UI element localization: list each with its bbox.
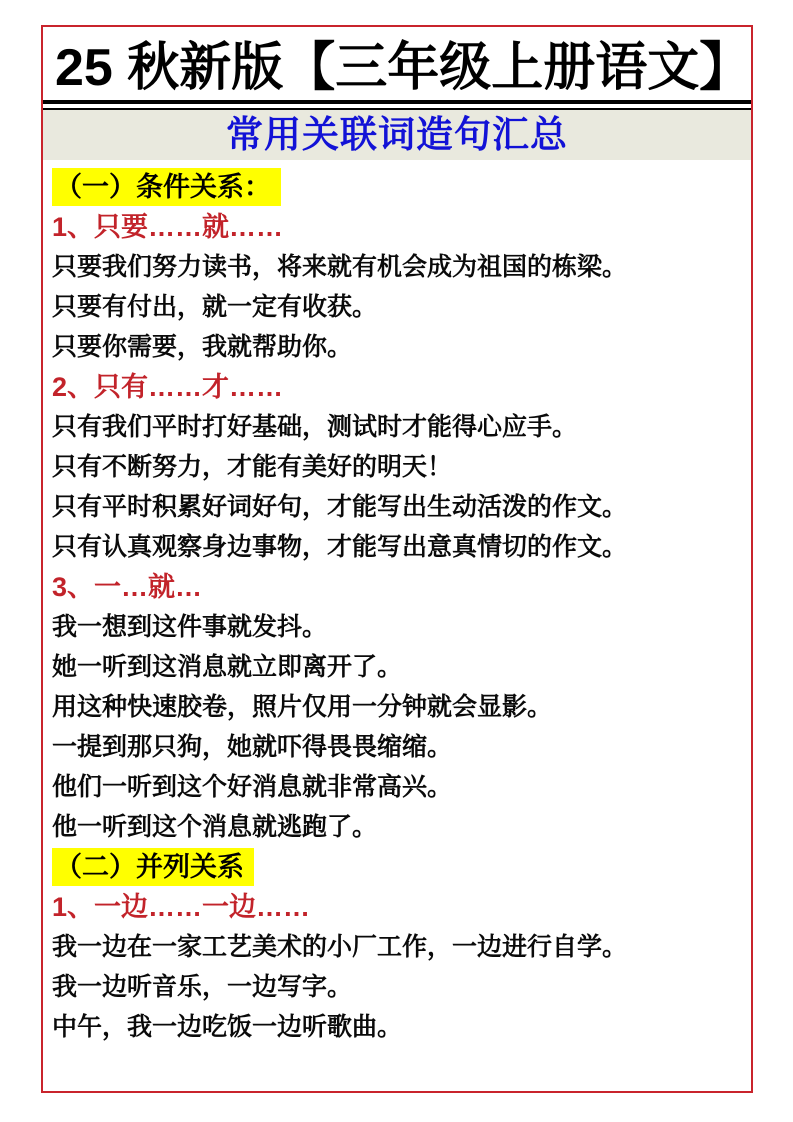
example-sentence: 只要你需要，我就帮助你。 <box>52 333 353 361</box>
example-sentence: 我一想到这件事就发抖。 <box>52 613 328 641</box>
subtitle-text: 常用关联词造句汇总 <box>226 114 568 155</box>
example-sentence: 只有平时积累好词好句，才能写出生动活泼的作文。 <box>52 493 628 521</box>
example-sentence: 他一听到这个消息就逃跑了。 <box>52 813 378 841</box>
subtitle-banner <box>43 110 751 160</box>
title-double-underline <box>43 100 751 110</box>
worksheet-content <box>43 160 751 1047</box>
section-1-heading-row <box>52 167 741 207</box>
example-sentence: 他们一听到这个好消息就非常高兴。 <box>52 773 453 801</box>
example-sentence: 只有不断努力，才能有美好的明天！ <box>52 453 453 481</box>
example-sentence: 中午，我一边吃饭一边听歌曲。 <box>52 1013 403 1041</box>
page-title: 25 秋新版【三年级上册语文】 <box>55 39 752 97</box>
pattern-label: 2、只有……才…… <box>52 372 284 402</box>
example-sentence: 用这种快速胶卷，照片仅用一分钟就会显影。 <box>52 693 553 721</box>
example-sentence: 只有认真观察身边事物，才能写出意真情切的作文。 <box>52 533 628 561</box>
worksheet-sheet <box>41 25 753 1093</box>
section-2-heading-row <box>52 847 741 887</box>
section-2-heading: （二）并列关系 <box>52 848 254 886</box>
example-sentence: 我一边听音乐，一边写字。 <box>52 973 353 1001</box>
example-sentence: 我一边在一家工艺美术的小厂工作，一边进行自学。 <box>52 933 628 961</box>
pattern-label: 1、只要……就…… <box>52 212 284 242</box>
section-1-heading: （一）条件关系： <box>52 168 281 206</box>
example-sentence: 她一听到这消息就立即离开了。 <box>52 653 403 681</box>
example-sentence: 只要我们努力读书，将来就有机会成为祖国的栋梁。 <box>52 253 628 281</box>
pattern-label: 1、一边……一边…… <box>52 892 311 922</box>
example-sentence: 只有我们平时打好基础，测试时才能得心应手。 <box>52 413 578 441</box>
pattern-label: 3、一…就… <box>52 572 203 602</box>
example-sentence: 只要有付出，就一定有收获。 <box>52 293 378 321</box>
example-sentence: 一提到那只狗，她就吓得畏畏缩缩。 <box>52 733 453 761</box>
